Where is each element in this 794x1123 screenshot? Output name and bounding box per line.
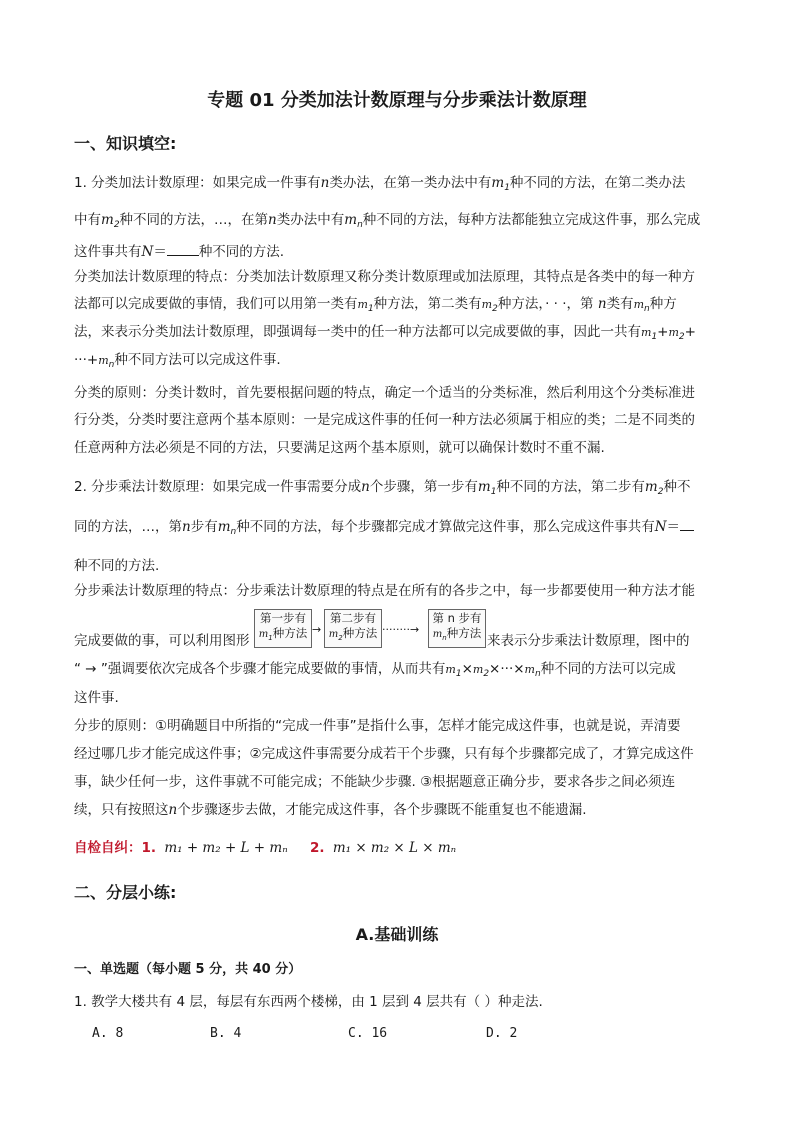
subsection-heading: A.基础训练 xyxy=(355,925,439,944)
flow-arrow-dotted: ········→ xyxy=(382,623,420,636)
p3-line3: “ → ”强调要依次完成各个步骤才能完成要做的事情，从而共有$m_1\times m_2\times\cdot\cdot\cdot\times m_n$种不同的方法可以完成 xyxy=(74,661,676,679)
item2-line3: 种不同的方法. xyxy=(74,558,160,574)
p2-line1: 分类的原则：分类计数时，首先要根据问题的特点，确定一个适当的分类标准，然后利用这个分类标准进 xyxy=(74,385,695,401)
option-b: B. 4 xyxy=(210,1026,242,1041)
p4-line4: 续，只有按照这n个步骤逐步去做，才能完成这件事，各个步骤既不能重复也不能遗漏. xyxy=(74,802,587,818)
question-1: 1. 教学大楼共有 4 层，每层有东西两个楼梯，由 1 层到 4 层共有（ ）种走法. xyxy=(74,994,543,1010)
item1-line3: 这件事共有N＝ 种不同的方法. xyxy=(74,244,285,260)
flow-arrow-1: → xyxy=(312,623,322,636)
flow-step-1: 第一步有 $m_1$种方法 xyxy=(254,609,312,648)
item2-line2: 同的方法，…，第n步有$m_n$种不同的方法，每个步骤都完成才算做完这件事，那么完成这件事共有N＝ xyxy=(74,517,694,542)
p1-line1: 分类加法计数原理的特点：分类加法计数原理又称分类计数原理或加法原理，其特点是各类中的每一种方 xyxy=(74,269,695,285)
option-c: C. 16 xyxy=(348,1026,388,1041)
section-heading-1: 一、知识填空: xyxy=(74,134,177,153)
p4-line1: 分步的原则：①明确题目中所指的“完成一件事”是指什么事，怎样才能完成这件事，也就是说，弄清要 xyxy=(74,718,681,734)
p4-line2: 经过哪几步才能完成这件事；②完成这件事需要分成若干个步骤，只有每个步骤都完成了，才算完成这件 xyxy=(74,746,694,762)
p1-line4: $\cdot\cdot\cdot+m_n$种不同方法可以完成这件事. xyxy=(74,352,281,370)
option-d: D. 2 xyxy=(486,1026,518,1041)
p3-line2b: 来表示分步乘法计数原理，图中的 xyxy=(487,633,690,649)
section-heading-2: 二、分层小练: xyxy=(74,883,177,902)
item2-line1: 2. 分步乘法计数原理：如果完成一件事需要分成n个步骤，第一步有$m_1$种不同的方法，第二步有$m_2$种不 xyxy=(74,479,691,497)
p4-line3: 事，缺少任何一步，这件事就不可能完成；不能缺少步骤. ③根据题意正确分步，要求各步之间必须连 xyxy=(74,774,676,790)
item1-line2: 中有$m_2$种不同的方法，…，在第n类办法中有$m_n$种不同的方法，每种方法都能独立完成这件事，那么完成 xyxy=(74,212,701,230)
flow-step-2: 第二步有 $m_2$种方法 xyxy=(324,609,382,648)
flow-step-n: 第 n 步有 $m_n$种方法 xyxy=(428,609,486,648)
p1-line2: 法都可以完成要做的事情，我们可以用第一类有$m_1$种方法，第二类有$m_2$种方法，· · ·，第 n类有$m_n$种方 xyxy=(74,296,677,314)
item1-line1: 1. 分类加法计数原理：如果完成一件事有n类办法，在第一类办法中有$m_1$种不同的方法，在第二类办法 xyxy=(74,175,686,193)
p3-line2a: 完成要做的事，可以利用图形 xyxy=(74,633,250,649)
self-check: 自检自纠：1. m₁ + m₂ + L + mₙ 2. m₁ × m₂ × L × mₙ xyxy=(74,840,457,856)
question-type-heading: 一、单选题（每小题 5 分，共 40 分） xyxy=(74,962,302,977)
p2-line2: 行分类，分类时要注意两个基本原则：一是完成这件事的任何一种方法必须属于相应的类；二是不同类的 xyxy=(74,412,695,428)
p3-line1: 分步乘法计数原理的特点：分步乘法计数原理的特点是在所有的各步之中，每一步都要使用一种方法才能 xyxy=(74,583,695,599)
option-a: A. 8 xyxy=(92,1026,124,1041)
p1-line3: 法，来表示分类加法计数原理，即强调每一类中的任一种方法都可以完成要做的事，因此一共有$m_1+m_2+$ xyxy=(74,324,696,342)
page-title: 专题 01 分类加法计数原理与分步乘法计数原理 xyxy=(207,90,587,111)
p2-line3: 任意两种方法必须是不同的方法，只要满足这两个基本原则，就可以确保计数时不重不漏. xyxy=(74,440,605,456)
p3-line4: 这件事. xyxy=(74,690,119,706)
